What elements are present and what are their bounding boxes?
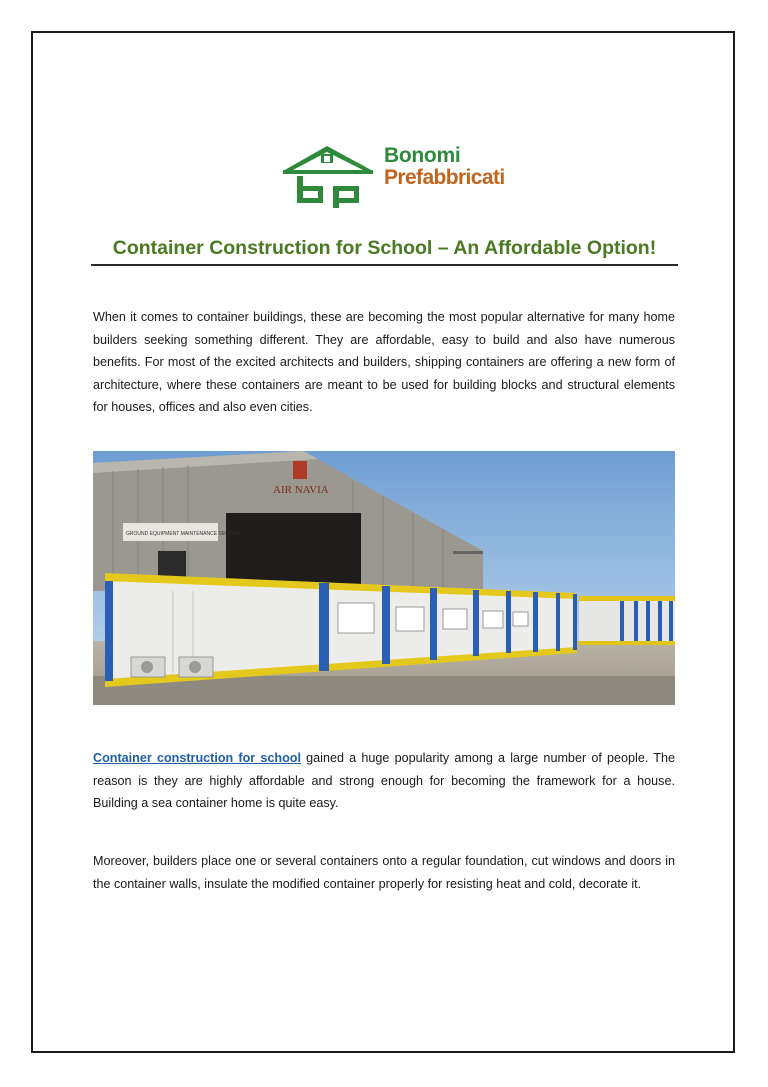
logo-wordmark (384, 145, 505, 189)
hangar-sign: AIR NAVIA (273, 484, 329, 496)
intro-paragraph: When it comes to container buildings, these are becoming the most popular alternative for many home builders seeking something different. They are affordable, easy to build and also have numerous benefits. For most of the excited architects and builders, shipping containers are offering a new form of architecture, where these containers are meant to be used for building blocks and structural elements for houses, offices and also even cities. (93, 310, 675, 414)
title-underline (91, 264, 678, 266)
paragraph-container-construction (93, 747, 675, 815)
logo-line-bonomi: Bonomi (384, 144, 461, 167)
paragraph-builders: Moreover, builders place one or several containers onto a regular foundation, cut windows and doors in the container walls, insulate the modified container properly for resisting heat and cold, decorate it. (93, 854, 675, 891)
paragraph-container-construction-text: gained a huge popularity among a large number of people. The reason is they are highly affordable and strong enough for becoming the framework for a house. Building a sea container home is quite easy. (93, 751, 675, 810)
bonomi-logo (280, 143, 505, 209)
house-logo-icon (280, 143, 378, 209)
logo-line-prefabbricati: Prefabbricati (384, 166, 505, 189)
document-title: Container Construction for School – An Affordable Option! (112, 237, 657, 259)
container-school-photo (93, 451, 675, 705)
container-construction-link[interactable]: Container construction for school (93, 751, 301, 765)
hangar-subsign: GROUND EQUIPMENT MAINTENANCE SECTION (126, 531, 241, 537)
